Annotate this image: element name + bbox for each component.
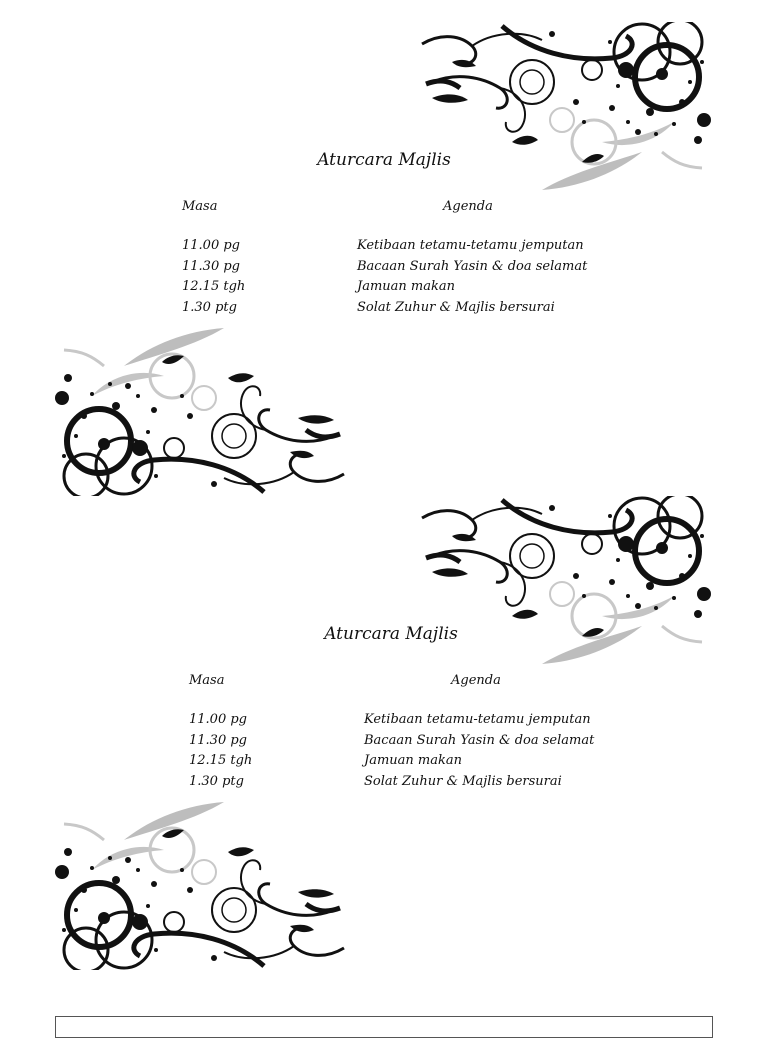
card-title: Aturcara Majlis — [317, 150, 451, 170]
agenda-activity: Bacaan Surah Yasin & doa selamat — [364, 732, 595, 748]
agenda-time: 12.15 tgh — [189, 753, 253, 768]
card-title: Aturcara Majlis — [324, 624, 458, 644]
floral-swirl-icon — [412, 496, 712, 678]
agenda-time: 11.30 pg — [189, 732, 247, 748]
floral-swirl-icon — [412, 22, 712, 204]
agenda-activity: Jamuan makan — [357, 279, 455, 294]
agenda-time: 1.30 ptg — [182, 299, 237, 315]
agenda-activity: Ketibaan tetamu-tetamu jemputan — [357, 238, 584, 253]
agenda-activity: Ketibaan tetamu-tetamu jemputan — [364, 712, 591, 727]
column-header-time: Masa — [182, 199, 218, 214]
agenda-time: 1.30 ptg — [189, 773, 244, 789]
agenda-activity: Jamuan makan — [364, 753, 462, 768]
agenda-time: 11.30 pg — [182, 258, 240, 274]
floral-swirl-icon — [54, 314, 354, 496]
agenda-time: 12.15 tgh — [182, 279, 246, 294]
column-header-time: Masa — [189, 673, 225, 688]
next-card-frame — [55, 1016, 713, 1038]
agenda-card — [0, 18, 768, 498]
column-header-agenda: Agenda — [443, 199, 493, 214]
agenda-activity: Solat Zuhur & Majlis bersurai — [364, 773, 562, 789]
agenda-time: 11.00 pg — [189, 712, 247, 727]
agenda-activity: Bacaan Surah Yasin & doa selamat — [357, 258, 588, 274]
agenda-card — [0, 492, 768, 972]
agenda-activity: Solat Zuhur & Majlis bersurai — [357, 299, 555, 315]
agenda-time: 11.00 pg — [182, 238, 240, 253]
floral-swirl-icon — [54, 788, 354, 970]
column-header-agenda: Agenda — [451, 673, 501, 688]
